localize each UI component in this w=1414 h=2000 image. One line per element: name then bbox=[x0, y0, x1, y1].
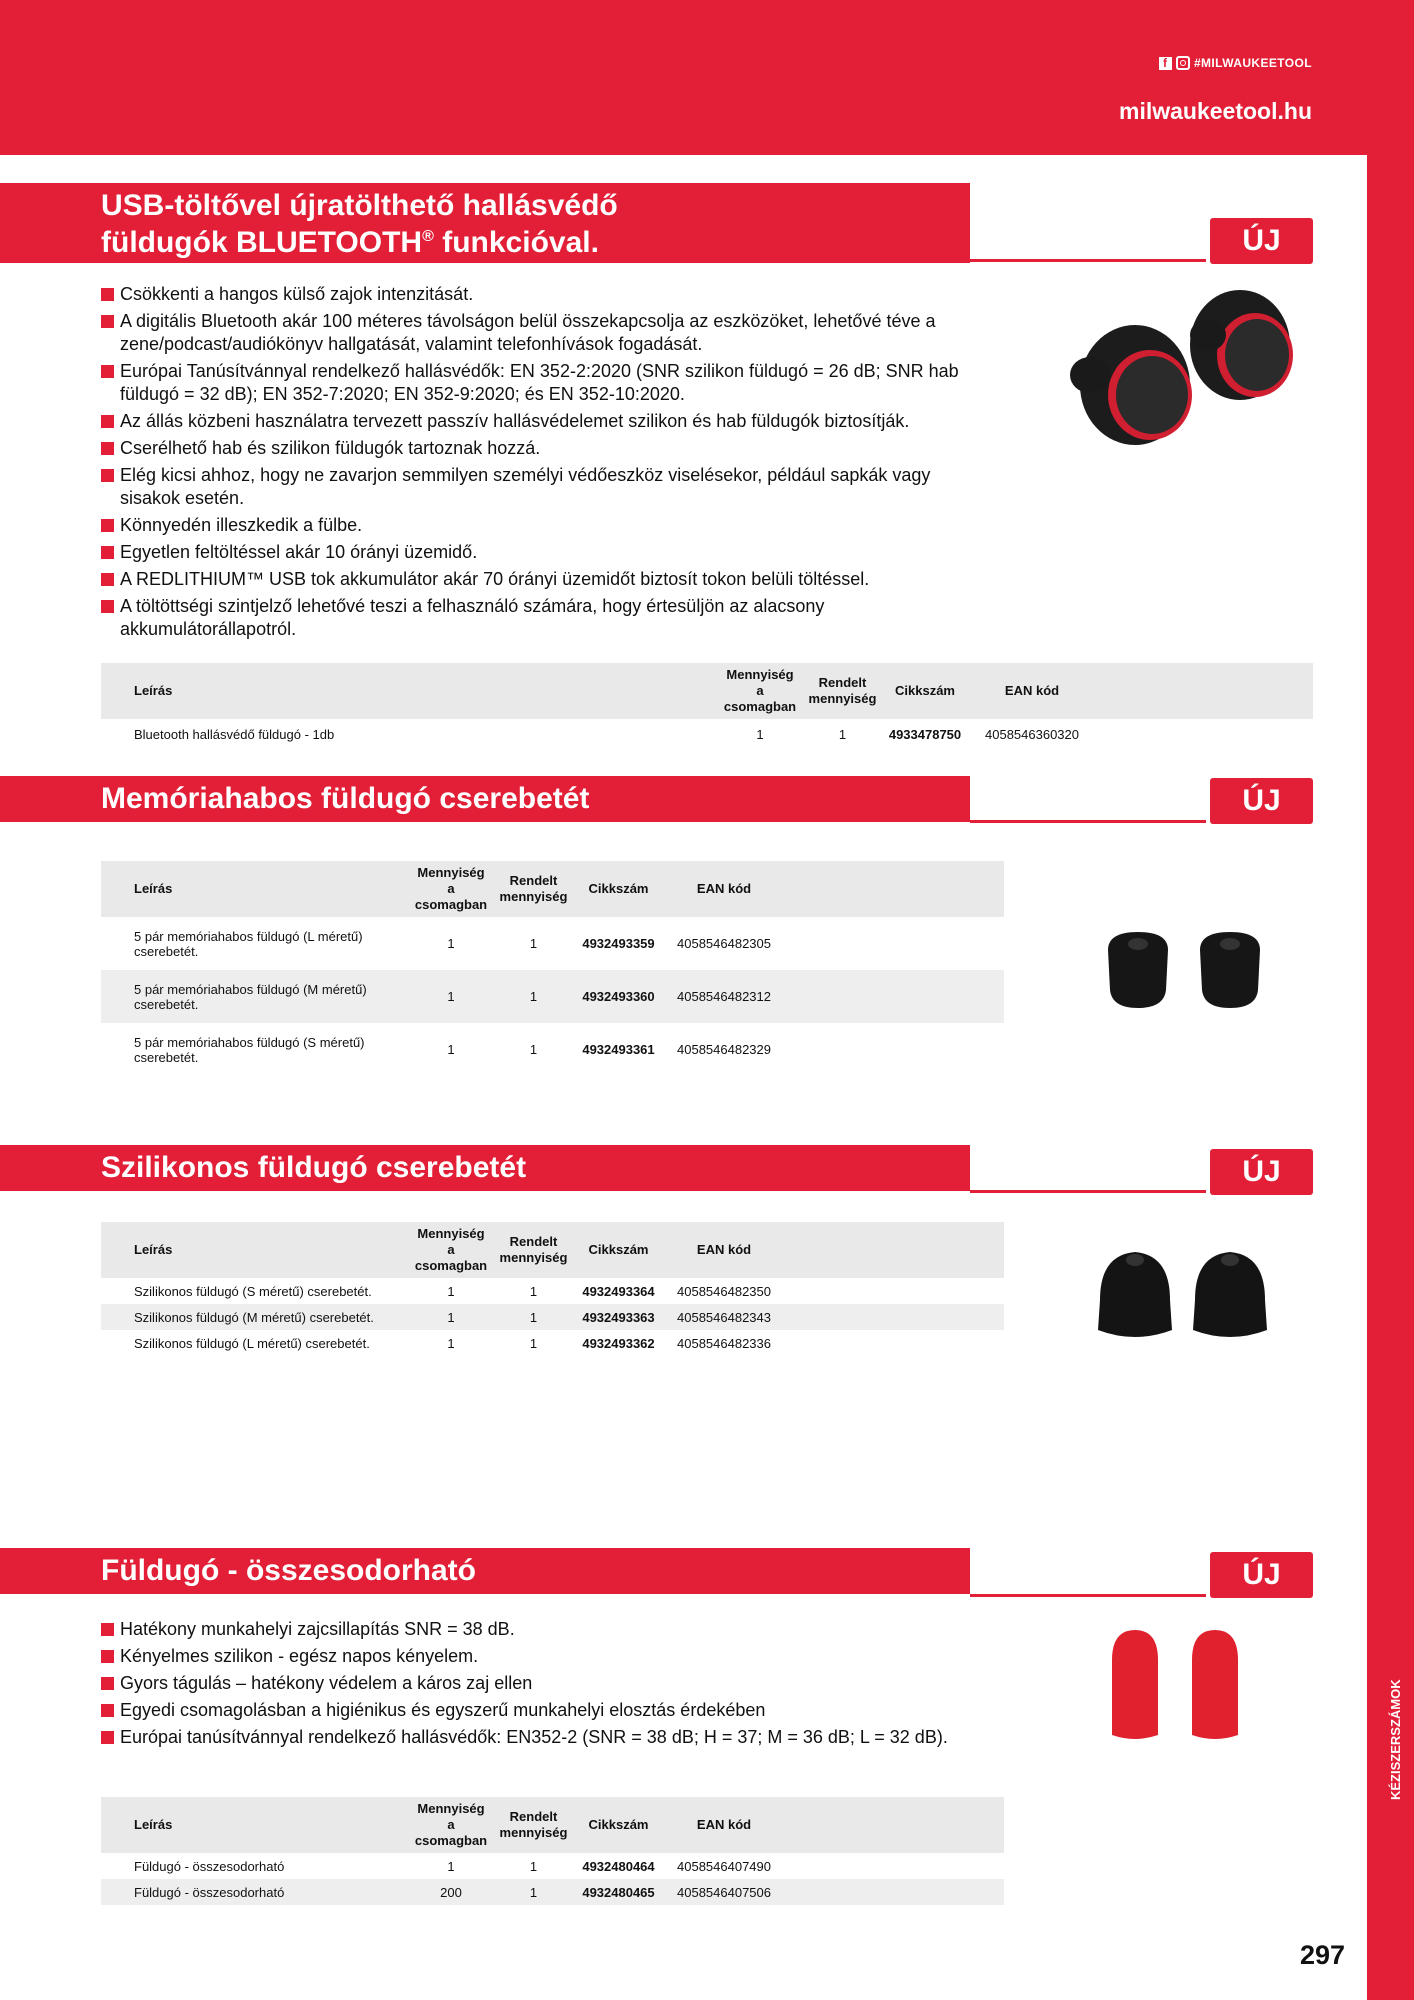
section1-underline bbox=[970, 259, 1206, 262]
foam-tips-image bbox=[1100, 920, 1290, 1020]
col-desc: Leírás bbox=[101, 663, 720, 719]
row-code: 4932493360 bbox=[576, 970, 661, 1023]
section1-features bbox=[101, 283, 991, 645]
section1-title-line2-a: füldugók BLUETOOTH bbox=[101, 226, 423, 259]
col-qty-b: csomagban bbox=[414, 1258, 488, 1273]
row-ean: 4058546482350 bbox=[677, 1283, 771, 1299]
feature-bullet: Európai tanúsítvánnyal rendelkező hallásvédők: EN352-2 (SNR = 38 dB; H = 37; M = 36 dB; L = 32 dB). bbox=[101, 1726, 981, 1749]
col-ean: EAN kód bbox=[965, 663, 1099, 719]
row-qty: 1 bbox=[411, 1304, 491, 1330]
feature-bullet: A töltöttségi szintjelző lehetővé teszi a felhasználó számára, hogy értesüljön az alacsony akkumulátorállapotról. bbox=[101, 595, 991, 641]
table-row bbox=[101, 1278, 1004, 1304]
row-desc: 5 pár memóriahabos füldugó (M méretű) cserebetét. bbox=[101, 970, 411, 1023]
col-qty-a: Mennyiség a bbox=[417, 1226, 485, 1257]
col-ord-b: mennyiség bbox=[808, 691, 877, 706]
section3-underline bbox=[970, 1190, 1206, 1193]
row-ean: 4058546482329 bbox=[677, 1042, 771, 1057]
row-spacer bbox=[1099, 719, 1313, 749]
row-code: 4932480465 bbox=[576, 1879, 661, 1905]
table-row bbox=[101, 719, 1313, 749]
col-ord-a: Rendelt bbox=[509, 1234, 558, 1249]
row-desc: 5 pár memóriahabos füldugó (L méretű) cserebetét. bbox=[134, 928, 363, 959]
col-qty-b: csomagban bbox=[723, 699, 797, 714]
section1-title bbox=[0, 183, 970, 263]
row-ord: 1 bbox=[491, 1304, 576, 1330]
section4-features bbox=[101, 1618, 981, 1753]
row-spacer bbox=[787, 1853, 1004, 1879]
row-qty: 1 bbox=[447, 1858, 455, 1874]
col-ord bbox=[491, 1222, 576, 1278]
feature-bullet: Az állás közbeni használatra tervezett passzív hallásvédelemet szilikon és hab füldugók biztosítják. bbox=[101, 410, 991, 433]
page-number: 297 bbox=[1300, 1940, 1346, 1970]
section3-title: Szilikonos füldugó cserebetét bbox=[0, 1145, 970, 1191]
col-code: Cikkszám bbox=[576, 861, 661, 917]
col-ean: EAN kód bbox=[661, 861, 787, 917]
table-row bbox=[101, 917, 1004, 970]
table-row bbox=[101, 1330, 1004, 1356]
feature-bullet: Egyedi csomagolásban a higiénikus és egyszerű munkahelyi elosztás érdekében bbox=[101, 1699, 981, 1722]
row-code: 4933478750 bbox=[888, 726, 962, 742]
col-qty-b: csomagban bbox=[414, 1833, 488, 1848]
row-desc: Szilikonos füldugó (L méretű) cserebetét. bbox=[134, 1335, 370, 1351]
col-code: Cikkszám bbox=[576, 1797, 661, 1853]
feature-bullet: Egyetlen feltöltéssel akár 10 órányi üzemidő. bbox=[101, 541, 991, 564]
row-ean: 4058546482305 bbox=[677, 936, 771, 951]
row-desc: Bluetooth hallásvédő füldugó - 1db bbox=[134, 726, 335, 742]
row-ean: 4058546407506 bbox=[661, 1879, 787, 1905]
category-label: KÉZISZERSZÁMOK bbox=[1388, 1679, 1403, 1800]
row-ean: 4058546407490 bbox=[677, 1858, 771, 1874]
row-code: 4932493362 bbox=[582, 1335, 655, 1351]
header-band bbox=[0, 0, 1414, 155]
silicone-tips-image bbox=[1090, 1240, 1290, 1350]
feature-bullet: Európai Tanúsítvánnyal rendelkező hallásvédők: EN 352-2:2020 (SNR szilikon füldugó = 26 dB; SNR hab füldugó = 32 dB); EN 352-7:2020; EN 352-9:2020; és EN 352-10:2020. bbox=[101, 360, 991, 406]
row-ord: 1 bbox=[529, 1042, 538, 1057]
row-spacer bbox=[787, 1330, 1004, 1356]
feature-bullet: Csökkenti a hangos külső zajok intenzitását. bbox=[101, 283, 991, 306]
col-spacer bbox=[787, 1797, 1004, 1853]
row-desc: Szilikonos füldugó (M méretű) cserebetét. bbox=[101, 1304, 411, 1330]
row-code: 4932480464 bbox=[582, 1858, 655, 1874]
row-spacer bbox=[787, 1304, 1004, 1330]
table-row bbox=[101, 1304, 1004, 1330]
col-ean: EAN kód bbox=[661, 1222, 787, 1278]
row-code: 4932493363 bbox=[576, 1304, 661, 1330]
feature-bullet: Hatékony munkahelyi zajcsillapítás SNR = 38 dB. bbox=[101, 1618, 981, 1641]
col-ean: EAN kód bbox=[661, 1797, 787, 1853]
table-header bbox=[101, 663, 1313, 719]
table-row bbox=[101, 1879, 1004, 1905]
row-ord: 1 bbox=[838, 726, 847, 742]
section2-table bbox=[101, 861, 1004, 1076]
table-header bbox=[101, 861, 1004, 917]
section2-title: Memóriahabos füldugó cserebetét bbox=[0, 776, 970, 822]
table-row bbox=[101, 1023, 1004, 1076]
feature-bullet: Könnyedén illeszkedik a fülbe. bbox=[101, 514, 991, 537]
col-spacer bbox=[1099, 663, 1313, 719]
row-ord: 1 bbox=[529, 1335, 538, 1351]
col-spacer bbox=[787, 1222, 1004, 1278]
section3-table bbox=[101, 1222, 1004, 1356]
col-qty-b: csomagban bbox=[414, 897, 488, 912]
feature-bullet: A digitális Bluetooth akár 100 méteres távolságon belül összekapcsolja az eszközöket, lehetővé téve a zene/podcast/audiókönyv hallgatását, valamint telefonhívások fogadását. bbox=[101, 310, 991, 356]
col-ord-a: Rendelt bbox=[509, 873, 558, 888]
row-ean: 4058546482343 bbox=[661, 1304, 787, 1330]
row-ord: 1 bbox=[529, 936, 538, 951]
section1-title-line2 bbox=[101, 221, 970, 258]
website-link[interactable]: milwaukeetool.hu bbox=[1119, 98, 1312, 124]
table-row bbox=[101, 970, 1004, 1023]
foam-earplugs-image bbox=[1100, 1625, 1260, 1750]
feature-bullet: A REDLITHIUM™ USB tok akkumulátor akár 70 órányi üzemidőt biztosít tokon belüli töltéssel. bbox=[101, 568, 991, 591]
row-qty: 1 bbox=[756, 726, 764, 742]
row-code: 4932493359 bbox=[582, 936, 655, 951]
section1-title-line2-b: funkcióval. bbox=[433, 226, 599, 259]
col-desc: Leírás bbox=[101, 1797, 411, 1853]
col-qty bbox=[720, 663, 800, 719]
col-desc: Leírás bbox=[101, 1222, 411, 1278]
table-header bbox=[101, 1222, 1004, 1278]
row-code: 4932493361 bbox=[582, 1042, 655, 1057]
col-code: Cikkszám bbox=[576, 1222, 661, 1278]
row-code: 4932493364 bbox=[582, 1283, 655, 1299]
section1-table bbox=[101, 663, 1313, 749]
row-desc: 5 pár memóriahabos füldugó (S méretű) cserebetét. bbox=[134, 1034, 365, 1065]
section4-table bbox=[101, 1797, 1004, 1905]
feature-bullet: Kényelmes szilikon - egész napos kényelem. bbox=[101, 1645, 981, 1668]
col-ord-a: Rendelt bbox=[818, 675, 867, 690]
row-ean: 4058546482312 bbox=[661, 970, 787, 1023]
instagram-icon[interactable] bbox=[1176, 56, 1190, 70]
col-qty bbox=[411, 1797, 491, 1853]
col-qty bbox=[411, 1222, 491, 1278]
new-badge: ÚJ bbox=[1210, 1552, 1313, 1598]
row-qty: 1 bbox=[411, 970, 491, 1023]
feature-bullet: Cserélhető hab és szilikon füldugók tartoznak hozzá. bbox=[101, 437, 991, 460]
col-ord-b: mennyiség bbox=[499, 889, 568, 904]
col-qty-a: Mennyiség a bbox=[417, 1801, 485, 1832]
col-spacer bbox=[787, 861, 1004, 917]
hashtag: #MILWAUKEETOOL bbox=[1193, 56, 1312, 70]
row-qty: 1 bbox=[447, 1283, 455, 1299]
col-qty-a: Mennyiség a bbox=[417, 865, 485, 896]
col-ord-a: Rendelt bbox=[509, 1809, 558, 1824]
row-spacer bbox=[787, 1278, 1004, 1304]
new-badge: ÚJ bbox=[1210, 778, 1313, 824]
col-ord-b: mennyiség bbox=[499, 1250, 568, 1265]
section4-underline bbox=[970, 1594, 1206, 1597]
registered-mark: ® bbox=[422, 228, 434, 245]
row-desc: Füldugó - összesodorható bbox=[134, 1858, 285, 1874]
social-links bbox=[1159, 56, 1312, 70]
new-badge: ÚJ bbox=[1210, 1149, 1313, 1195]
section2-underline bbox=[970, 820, 1206, 823]
row-qty: 1 bbox=[447, 1042, 455, 1057]
row-spacer bbox=[787, 917, 1004, 970]
feature-bullet: Gyors tágulás – hatékony védelem a káros zaj ellen bbox=[101, 1672, 981, 1695]
row-desc: Szilikonos füldugó (S méretű) cserebetét. bbox=[134, 1283, 372, 1299]
new-badge: ÚJ bbox=[1210, 218, 1313, 264]
table-header bbox=[101, 1797, 1004, 1853]
col-qty-a: Mennyiség a bbox=[726, 667, 794, 698]
row-ord: 1 bbox=[491, 1879, 576, 1905]
bluetooth-earbuds-image bbox=[1060, 285, 1310, 475]
row-spacer bbox=[787, 970, 1004, 1023]
col-ord bbox=[491, 1797, 576, 1853]
col-code: Cikkszám bbox=[885, 663, 965, 719]
row-spacer bbox=[787, 1879, 1004, 1905]
feature-bullet: Elég kicsi ahhoz, hogy ne zavarjon semmilyen személyi védőeszköz viselésekor, például sapkák vagy sisakok esetén. bbox=[101, 464, 991, 510]
col-qty bbox=[411, 861, 491, 917]
row-qty: 1 bbox=[447, 1335, 455, 1351]
facebook-icon[interactable] bbox=[1159, 57, 1172, 70]
col-ord bbox=[491, 861, 576, 917]
row-ord: 1 bbox=[529, 1858, 538, 1874]
col-desc: Leírás bbox=[101, 861, 411, 917]
section4-title: Füldugó - összesodorható bbox=[0, 1548, 970, 1594]
row-ord: 1 bbox=[491, 970, 576, 1023]
row-qty: 1 bbox=[447, 936, 455, 951]
row-desc: Füldugó - összesodorható bbox=[101, 1879, 411, 1905]
row-ean: 4058546360320 bbox=[985, 726, 1079, 742]
section1-title-line1: USB-töltővel újratölthető hallásvédő bbox=[101, 189, 618, 222]
col-ord bbox=[800, 663, 885, 719]
row-ord: 1 bbox=[529, 1283, 538, 1299]
row-qty: 200 bbox=[411, 1879, 491, 1905]
row-ean: 4058546482336 bbox=[677, 1335, 771, 1351]
table-row bbox=[101, 1853, 1004, 1879]
row-spacer bbox=[787, 1023, 1004, 1076]
col-ord-b: mennyiség bbox=[499, 1825, 568, 1840]
